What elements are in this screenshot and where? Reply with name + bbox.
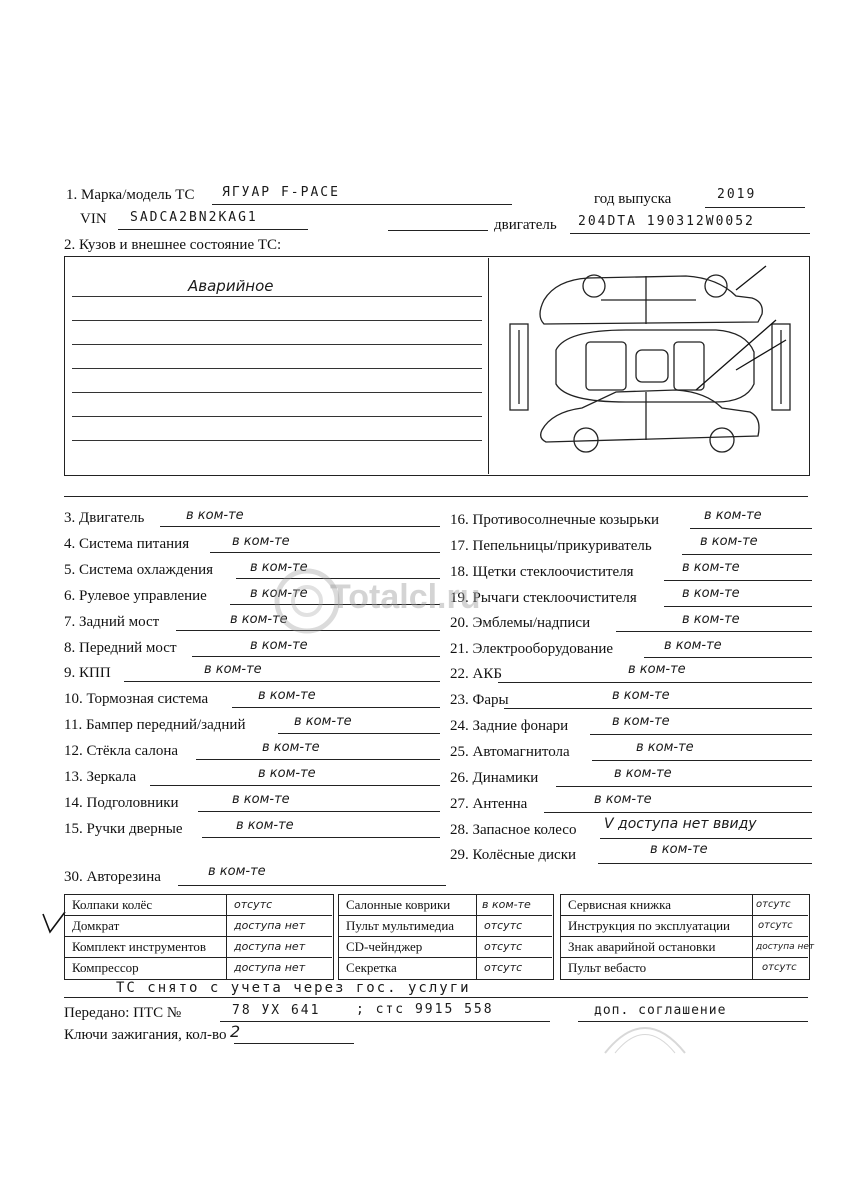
col2-row-line-3	[338, 957, 552, 958]
item-8-label: 8. Передний мост	[64, 640, 177, 656]
item-9-value: в ком-те	[204, 662, 262, 677]
item-29-line	[598, 863, 812, 864]
col2-row4-label: Секретка	[346, 960, 397, 975]
item-11-label: 11. Бампер передний/задний	[64, 717, 246, 733]
col2-row3-label: CD-чейнджер	[346, 939, 423, 954]
col2-row1-label: Салонные коврики	[346, 897, 451, 912]
item-23-line	[504, 708, 812, 709]
item-14-line	[198, 811, 440, 812]
car-front-view	[510, 324, 528, 410]
item-15-label: 15. Ручки дверные	[64, 821, 183, 837]
car-side-view-bottom	[541, 390, 759, 452]
item-28-value: V доступа нет ввиду	[604, 816, 757, 832]
item-3-label: 3. Двигатель	[64, 510, 145, 526]
item-17-value: в ком-те	[700, 534, 758, 549]
col1-row2-label: Домкрат	[72, 918, 120, 933]
col3-row-line-3	[560, 957, 808, 958]
col3-row2-value: отсутс	[758, 920, 793, 931]
item-8-line	[192, 656, 440, 657]
year-label: год выпуска	[594, 191, 672, 207]
watermark: Totalcl.ru	[330, 578, 481, 616]
item-23-label: 23. Фары	[450, 692, 509, 708]
col2-row-line-2	[338, 936, 552, 937]
deregistration-note: ТС снято с учета через гос. услуги	[116, 980, 471, 996]
transfer-line	[220, 1021, 550, 1022]
item-28-label: 28. Запасное колесо	[450, 822, 577, 838]
col3-row1-label: Сервисная книжка	[568, 897, 672, 912]
item-21-line	[644, 657, 812, 658]
item-21-label: 21. Электрооборудование	[450, 641, 614, 657]
item-5-value: в ком-те	[250, 560, 308, 575]
col2-row2-value: отсутс	[484, 919, 523, 932]
col1-row3-label: Комплект инструментов	[72, 939, 207, 954]
tires-value: в ком-те	[208, 864, 266, 879]
item-17-line	[682, 554, 812, 555]
make-model-label: 1. Марка/модель ТС	[66, 187, 195, 203]
engine-line	[570, 233, 810, 234]
item-13-line	[150, 785, 440, 786]
item-19-label: 19. Рычаги стеклоочистителя	[450, 590, 637, 606]
col1-row1-value: отсутс	[234, 898, 273, 911]
item-22-label: 22. АКБ	[450, 666, 502, 682]
note-line	[64, 997, 808, 998]
item-16-label: 16. Противосолнечные козырьки	[450, 512, 660, 528]
car-side-view-top	[540, 275, 762, 324]
item-6-label: 6. Рулевое управление	[64, 588, 207, 604]
col1-row-line-3	[64, 957, 332, 958]
item-22-value: в ком-те	[628, 662, 686, 677]
watermark-logo-icon	[272, 566, 342, 636]
item-24-line	[590, 734, 812, 735]
col1-row-line-1	[64, 915, 332, 916]
item-18-value: в ком-те	[682, 560, 740, 575]
item-10-line	[232, 707, 440, 708]
item-25-value: в ком-те	[636, 740, 694, 755]
item-20-value: в ком-те	[682, 612, 740, 627]
sts-value: ; стс 9915 558	[356, 1002, 494, 1017]
item-21-value: в ком-те	[664, 638, 722, 653]
car-rear-view	[772, 324, 790, 410]
col2-row1-value: в ком-те	[482, 898, 531, 911]
item-25-line	[592, 760, 812, 761]
item-7-label: 7. Задний мост	[64, 614, 160, 630]
col1-row1-label: Колпаки колёс	[72, 897, 153, 912]
col3-row3-label: Знак аварийной остановки	[568, 939, 716, 954]
make-model-value: ЯГУАР F-PACE	[222, 185, 340, 200]
item-14-label: 14. Подголовники	[64, 795, 179, 811]
item-7-value: в ком-те	[230, 612, 288, 627]
item-9-label: 9. КПП	[64, 665, 111, 681]
item-11-value: в ком-те	[294, 714, 352, 729]
item-18-line	[664, 580, 812, 581]
col2-row2-label: Пульт мультимедиа	[346, 918, 455, 933]
item-16-line	[690, 528, 812, 529]
item-20-label: 20. Эмблемы/надписи	[450, 615, 591, 631]
year-line	[705, 207, 805, 208]
item-3-value: в ком-те	[186, 508, 244, 523]
item-22-line	[498, 682, 812, 683]
item-9-line	[124, 681, 440, 682]
vin-line	[118, 229, 308, 230]
engine-value: 204DTA 190312W0052	[578, 214, 755, 229]
item-29-value: в ком-те	[650, 842, 708, 857]
item-5-label: 5. Система охлаждения	[64, 562, 214, 578]
keys-label: Ключи зажигания, кол-во	[64, 1027, 227, 1043]
item-12-line	[196, 759, 440, 760]
item-20-line	[616, 631, 812, 632]
col1-row4-value: доступа нет	[234, 961, 306, 974]
keys-line	[234, 1043, 354, 1044]
item-10-label: 10. Тормозная система	[64, 691, 209, 707]
vin-label: VIN	[80, 211, 107, 227]
item-28-line	[600, 838, 812, 839]
item-19-line	[664, 606, 812, 607]
item-3-line	[160, 526, 440, 527]
pts-value: 78 УХ 641	[232, 1003, 321, 1018]
keys-value: 2	[230, 1022, 241, 1041]
item-6-value: в ком-те	[250, 586, 308, 601]
item-26-line	[556, 786, 812, 787]
body-box-divider	[488, 258, 489, 474]
engine-label: двигатель	[494, 217, 557, 233]
item-8-value: в ком-те	[250, 638, 308, 653]
col3-row3-value: доступа нет	[756, 942, 815, 952]
item-16-value: в ком-те	[704, 508, 762, 523]
stamp-icon	[600, 1008, 690, 1058]
col3-row-line-1	[560, 915, 808, 916]
item-15-value: в ком-те	[236, 818, 294, 833]
item-12-value: в ком-те	[262, 740, 320, 755]
item-13-value: в ком-те	[258, 766, 316, 781]
col3-row2-label: Инструкция по эксплуатации	[568, 918, 730, 933]
tires-label: 30. Авторезина	[64, 869, 161, 885]
item-14-value: в ком-те	[232, 792, 290, 807]
transfer-label: Передано: ПТС №	[64, 1005, 182, 1021]
car-diagram	[496, 260, 806, 470]
item-13-label: 13. Зеркала	[64, 769, 137, 785]
item-29-label: 29. Колёсные диски	[450, 847, 577, 863]
col1-row4-label: Компрессор	[72, 960, 139, 975]
body-condition-label: 2. Кузов и внешнее состояние ТС:	[64, 237, 282, 253]
col1-row2-value: доступа нет	[234, 919, 306, 932]
section-separator	[64, 496, 808, 497]
item-15-line	[202, 837, 440, 838]
col1-row3-value: доступа нет	[234, 940, 306, 953]
col1-row-line-2	[64, 936, 332, 937]
item-24-value: в ком-те	[612, 714, 670, 729]
item-4-value: в ком-те	[232, 534, 290, 549]
vin-line-2	[388, 230, 488, 231]
col2-row-line-1	[338, 915, 552, 916]
item-26-label: 26. Динамики	[450, 770, 539, 786]
item-18-label: 18. Щетки стеклоочистителя	[450, 564, 634, 580]
make-model-line	[212, 204, 512, 205]
vin-value: SADCA2BN2KAG1	[130, 210, 258, 225]
extra-value: доп. соглашение	[594, 1003, 727, 1018]
item-4-line	[210, 552, 440, 553]
item-26-value: в ком-те	[614, 766, 672, 781]
col3-row4-value: отсутс	[762, 962, 797, 973]
item-17-label: 17. Пепельницы/прикуриватель	[450, 538, 652, 554]
body-condition-note: Аварийное	[188, 277, 274, 295]
col2-row4-value: отсутс	[484, 961, 523, 974]
item-27-value: в ком-те	[594, 792, 652, 807]
item-23-value: в ком-те	[612, 688, 670, 703]
item-11-line	[278, 733, 440, 734]
item-24-label: 24. Задние фонари	[450, 718, 569, 734]
item-25-label: 25. Автомагнитола	[450, 744, 570, 760]
item-19-value: в ком-те	[682, 586, 740, 601]
col2-row3-value: отсутс	[484, 940, 523, 953]
col3-row4-label: Пульт вебасто	[568, 960, 647, 975]
col3-row1-value: отсутс	[756, 899, 791, 910]
col3-row-line-2	[560, 936, 808, 937]
item-12-label: 12. Стёкла салона	[64, 743, 179, 759]
item-27-line	[544, 812, 812, 813]
item-10-value: в ком-те	[258, 688, 316, 703]
tires-line	[178, 885, 446, 886]
year-value: 2019	[717, 187, 757, 202]
item-27-label: 27. Антенна	[450, 796, 528, 812]
item-4-label: 4. Система питания	[64, 536, 190, 552]
